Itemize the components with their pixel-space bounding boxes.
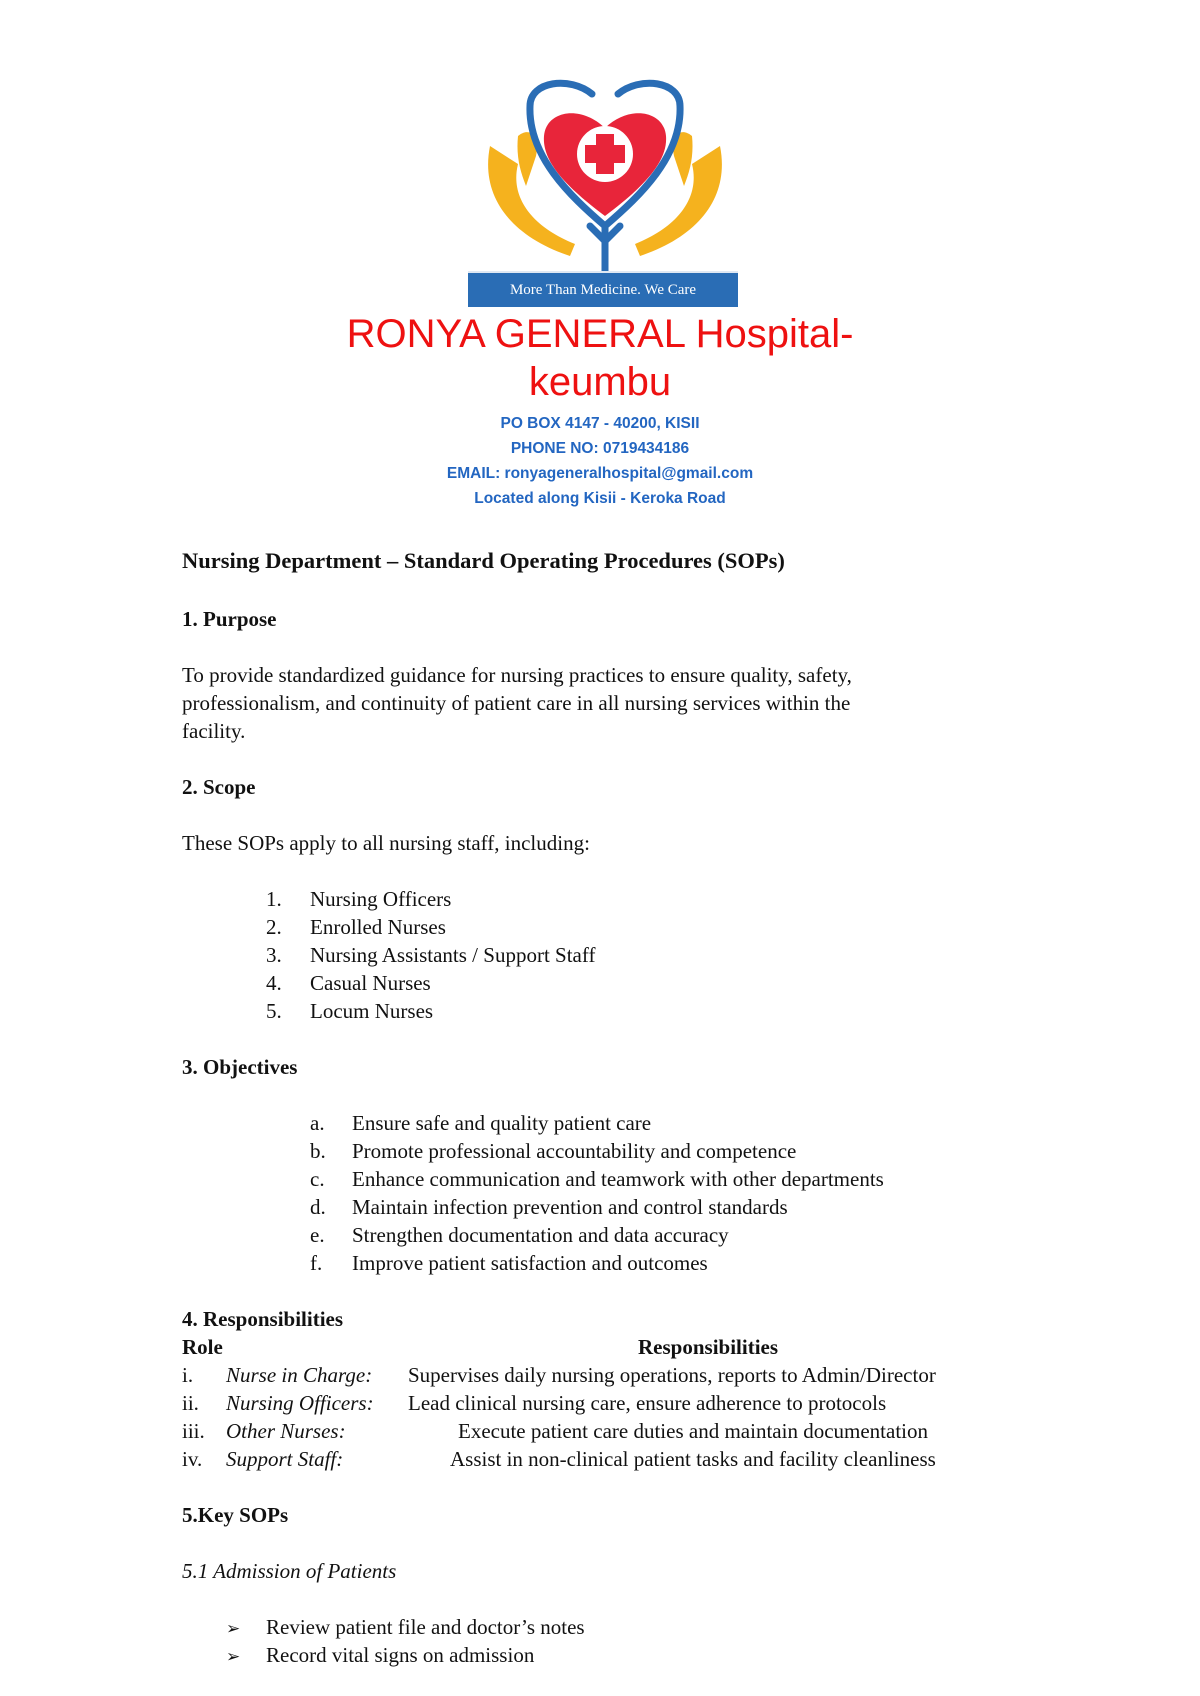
list-number: 5. [266,999,282,1023]
scope-heading: 2. Scope [182,775,256,799]
document-title: Nursing Department – Standard Operating Procedures (SOPs) [182,548,785,573]
purpose-line: To provide standardized guidance for nursing practices to ensure quality, safety, [182,663,852,687]
hospital-name-line1: RONYA GENERAL Hospital- [346,312,854,356]
list-item: Improve patient satisfaction and outcomes [352,1251,708,1275]
key-sops-heading: 5.Key SOPs [182,1503,289,1527]
purpose-line: facility. [182,719,246,743]
table-row-role: Support Staff: [226,1447,344,1471]
table-row-role: Nursing Officers: [226,1391,374,1415]
list-item: Enhance communication and teamwork with other departments [352,1167,884,1191]
table-row-description: Supervises daily nursing operations, reports to Admin/Director [408,1363,936,1387]
list-item: Locum Nurses [310,999,434,1023]
list-number: 1. [266,887,282,911]
admission-subheading: 5.1 Admission of Patients [182,1559,397,1583]
contact-phone: PHONE NO: 0719434186 [510,440,690,457]
list-item: Enrolled Nurses [310,915,446,939]
list-item: Casual Nurses [310,971,431,995]
table-row-number: ii. [182,1391,199,1415]
list-letter: f. [310,1251,323,1275]
column-header-responsibilities: Responsibilities [638,1335,779,1359]
list-letter: b. [310,1139,326,1163]
contact-email: EMAIL: ronyageneralhospital@gmail.com [446,465,754,482]
hospital-name-line2: keumbu [528,360,672,404]
list-letter: a. [310,1111,325,1135]
list-letter: d. [310,1195,326,1219]
arrow-bullet-icon: ➢ [226,1647,241,1667]
list-item: Review patient file and doctor’s notes [266,1615,585,1639]
list-item: Ensure safe and quality patient care [352,1111,652,1135]
list-item: Strengthen documentation and data accuracy [352,1223,729,1247]
list-number: 3. [266,943,282,967]
logo-tagline: More Than Medicine. We Care [468,271,738,307]
table-row-description: Execute patient care duties and maintain documentation [458,1419,928,1443]
table-row-number: iv. [182,1447,203,1471]
responsibilities-heading: 4. Responsibilities [182,1307,344,1331]
table-row-role: Nurse in Charge: [226,1363,373,1387]
contact-po-box: PO BOX 4147 - 40200, KISII [500,415,700,432]
scope-intro: These SOPs apply to all nursing staff, including: [182,831,590,855]
table-row-description: Assist in non-clinical patient tasks and facility cleanliness [450,1447,936,1471]
list-item: Maintain infection prevention and control standards [352,1195,788,1219]
purpose-line: professionalism, and continuity of patient care in all nursing services within the [182,691,851,715]
list-letter: e. [310,1223,325,1247]
table-row-role: Other Nurses: [226,1419,346,1443]
purpose-heading: 1. Purpose [182,607,277,631]
table-row-number: i. [182,1363,194,1387]
contact-location: Located along Kisii - Keroka Road [474,490,726,507]
stethoscope-icon [530,83,680,106]
table-row-description: Lead clinical nursing care, ensure adherence to protocols [408,1391,887,1415]
medical-cross-icon [577,126,633,182]
list-number: 4. [266,971,282,995]
list-number: 2. [266,915,282,939]
list-item: Nursing Officers [310,887,452,911]
list-letter: c. [310,1167,325,1191]
table-row-number: iii. [182,1419,205,1443]
logo-graphic [470,76,740,276]
list-item: Nursing Assistants / Support Staff [310,943,596,967]
list-item: Promote professional accountability and competence [352,1139,797,1163]
objectives-heading: 3. Objectives [182,1055,298,1079]
column-header-role: Role [182,1335,223,1359]
arrow-bullet-icon: ➢ [226,1619,241,1639]
list-item: Record vital signs on admission [266,1643,535,1667]
